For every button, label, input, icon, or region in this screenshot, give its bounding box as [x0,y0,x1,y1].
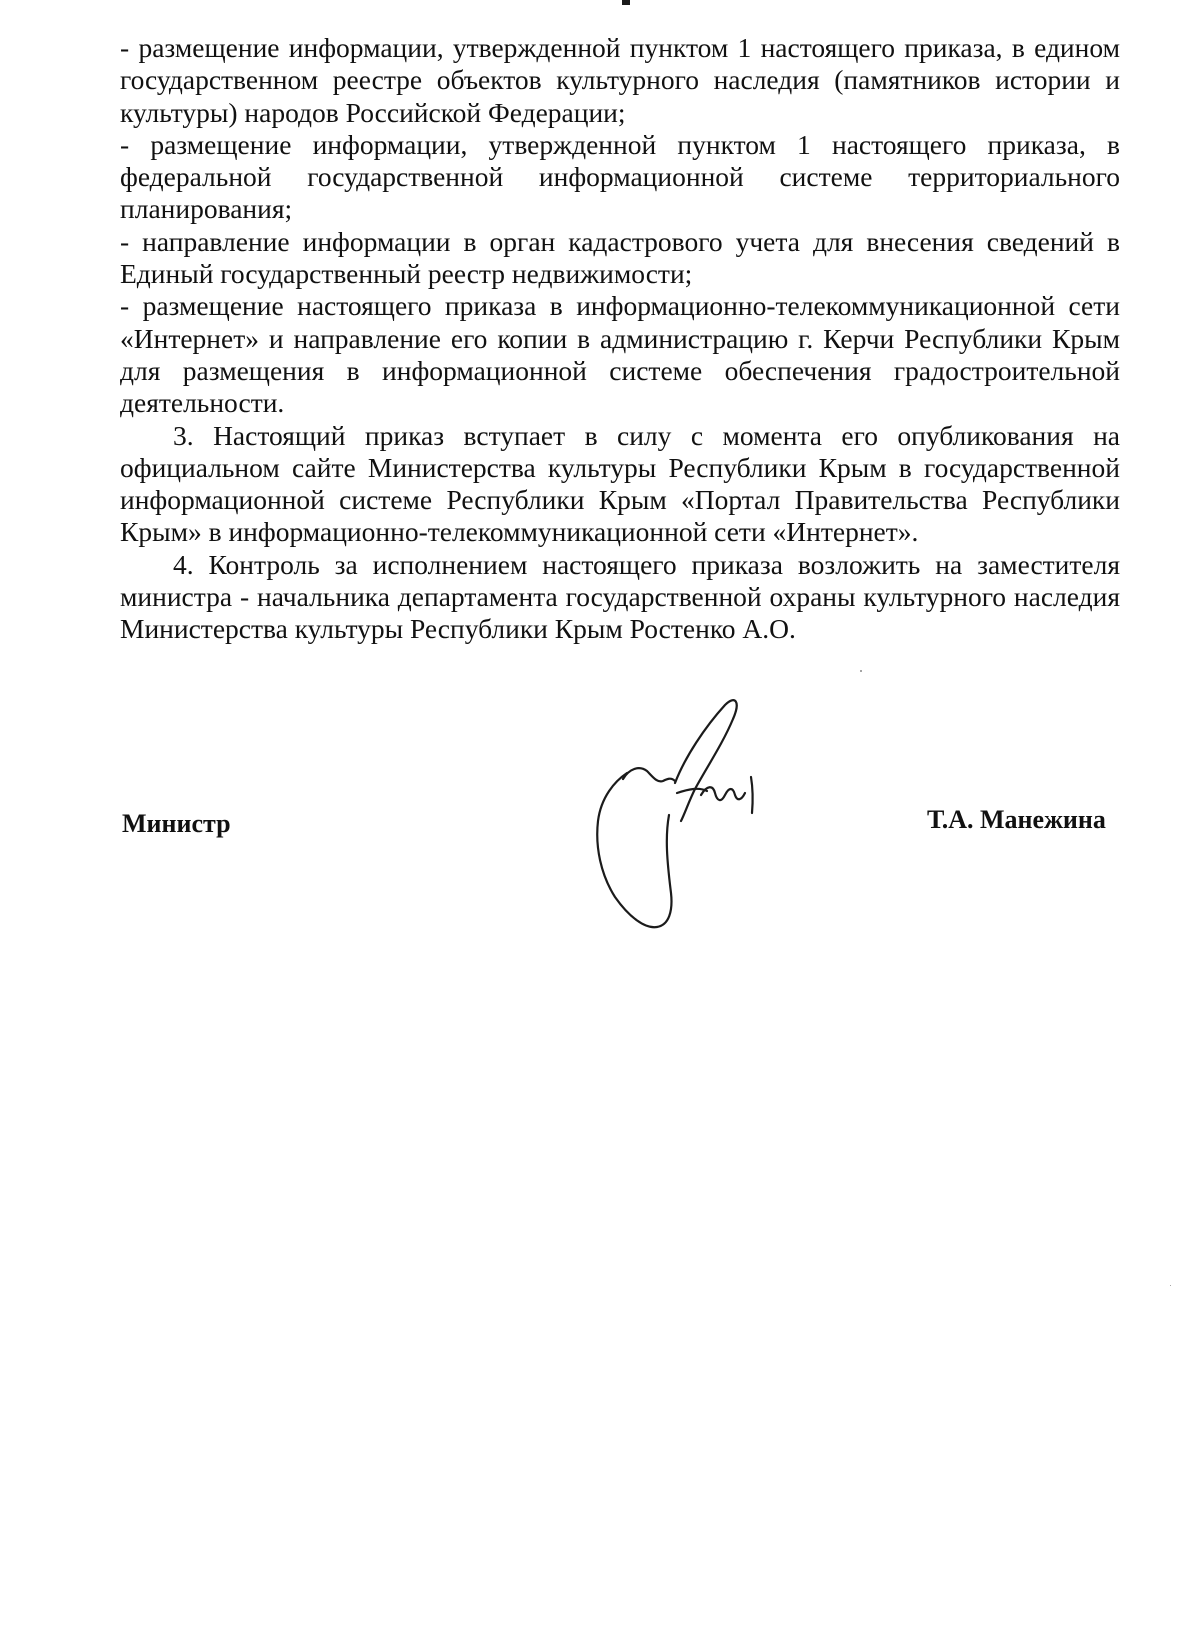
handwritten-signature [595,697,795,935]
list-item-fgis: - размещение информации, утвержденной пунктом 1 настоящего приказа, в федеральной государственной информационной системе территориального планирования; [120,128,1120,225]
scan-speck [1170,1285,1171,1286]
clause-4-paragraph: 4. Контроль за исполнением настоящего приказа возложить на заместителя министра - начальника департамента государственной охраны культурного наследия Министерства культуры Республики Крым Ростенко А.О. [120,548,1120,645]
list-item-registry: - размещение информации, утвержденной пунктом 1 настоящего приказа, в едином государственном реестре объектов культурного наследия (памятников истории и культуры) народов Российской Федерации; [120,32,1120,128]
scan-speck [860,670,862,672]
list-item-internet: - размещение настоящего приказа в информационно-телекоммуникационной сети «Интернет» и направление его копии в администрацию г. Керчи Республики Крым для размещения в информационной системе обеспечения градостроительной деятельности. [120,290,1120,419]
signatory-name: Т.А. Манежина [927,805,1106,834]
clause-3-paragraph: 3. Настоящий приказ вступает в силу с момента его опубликования на официальном сайте Министерства культуры Республики Крым в государственной информационной системе Республики Крым «Портал Правительства Республики Крым» в информационно-телекоммуникационной сети «Интернет». [120,419,1120,548]
signatory-position: Министр [122,809,231,838]
page-number-mark [622,0,630,5]
document-body [120,32,1120,646]
list-item-cadastre: - направление информации в орган кадастрового учета для внесения сведений в Единый государственный реестр недвижимости; [120,225,1120,290]
